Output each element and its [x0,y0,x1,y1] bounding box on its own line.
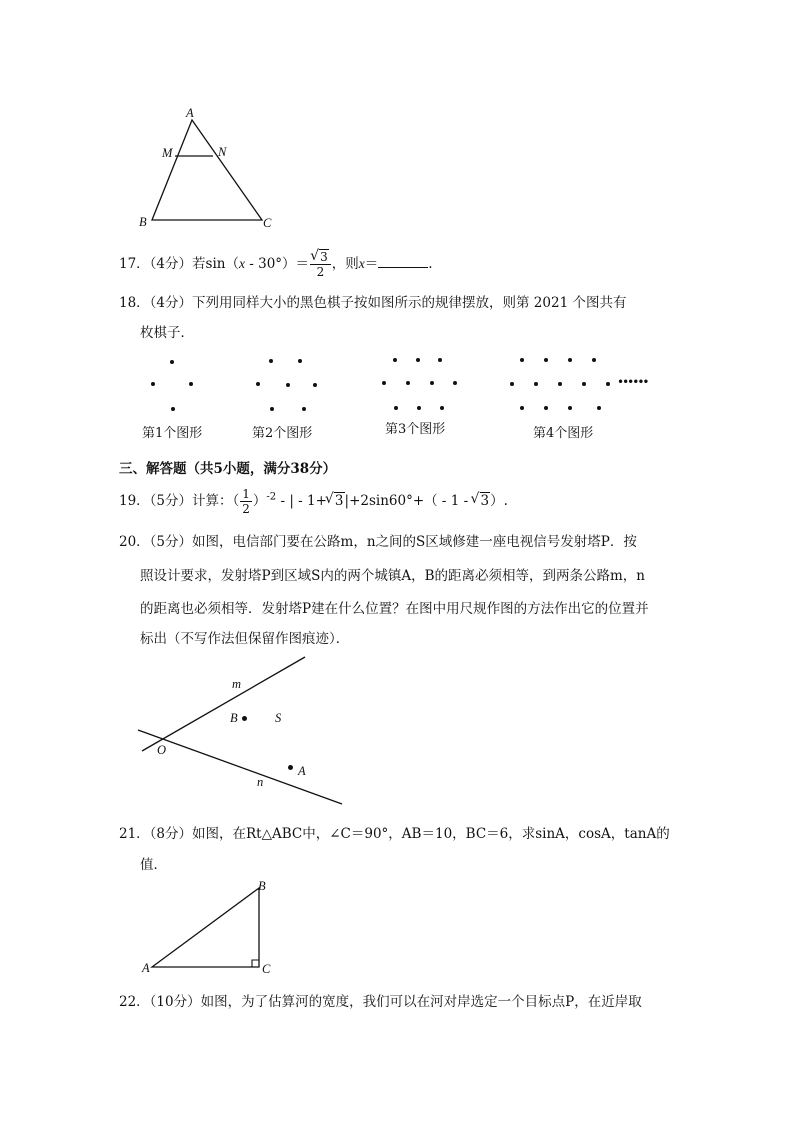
pattern-caption-4: 第4个图形 [533,426,594,441]
question-19 [119,488,508,515]
question-20-line-2: 照设计要求，发射塔P到区域S内的两个城镇A，B的距离必须相等，到两条公路m，n [140,568,645,584]
question-18-line-1: 18．（4分）下列用同样大小的黑色棋子按如图所示的规律摆放，则第 2021 个图共有 [119,295,627,311]
q19-fraction [240,488,252,515]
q19-prefix: 19．（5分）计算：（ [119,493,240,509]
vertex-c-label-21: C [262,962,271,976]
question-21-line-2: 值． [140,857,167,873]
question-18-line-2: 枚棋子． [140,325,194,341]
vertex-b-label: B [139,215,147,229]
q19-part-4: ）. [490,493,508,509]
q17-sqrt-value: 3 [320,250,328,264]
question-20-line-4: 标出（不写作法但保留作图痕迹）． [140,631,350,647]
vertex-a-label-21: A [142,961,150,975]
town-a-point [288,765,293,770]
point-n-label: N [218,145,227,159]
triangle-abc-figure [130,100,290,235]
point-o-label: O [157,743,167,757]
pattern-ellipsis: •••••• [617,375,648,389]
road-m-label: m [232,677,242,691]
vertex-b-label-21: B [258,879,266,893]
q19-part-2: - | - 1+ [276,493,327,509]
pattern-caption-3: 第3个图形 [385,422,446,437]
q17-prefix: 17．（4分）若 [119,256,206,272]
section-3-heading: 三、解答题（共5小题，满分38分） [119,461,337,477]
town-b-point [242,716,247,721]
q19-part-3: |+2sin60°+（ - 1 - [344,493,473,509]
question-20-line-3: 的距离也必须相等．发射塔P建在什么位置？在图中用尺规作图的方法作出它的位置并 [140,601,649,617]
q17-equals: ＝ [364,256,379,272]
q19-sqrt-1: 3 [334,493,344,509]
q19-close-paren: ） [252,493,267,509]
question-20-line-1: 20．（5分）如图，电信部门要在公路m，n之间的S区域修建一座电视信号发射塔P．按 [119,534,637,550]
q17-period: . [428,256,433,272]
town-b-label: B [230,711,238,725]
q17-then: ，则 [331,256,359,272]
vertex-c-label: C [263,216,272,230]
region-s-label: S [275,711,282,725]
q17-angle: - 30°）＝ [244,256,310,272]
q17-fraction [310,251,331,278]
q19-exponent: -2 [266,491,277,503]
question-22-line-1: 22．（10分）如图，为了估算河的宽度，我们可以在河对岸选定一个目标点P，在近岸取 [119,994,642,1010]
q17-denominator: 2 [316,265,325,279]
q19-denominator: 2 [242,502,250,516]
question-17 [119,251,433,278]
pattern-caption-1: 第1个图形 [142,426,203,441]
q17-var-x2: x [358,256,365,271]
road-n-label: n [257,775,264,789]
q17-sin: sin（ [205,256,239,272]
q17-var-x: x [238,256,245,271]
vertex-a-label: A [186,106,194,120]
pattern-caption-2: 第2个图形 [252,426,313,441]
point-m-label: M [162,146,173,160]
q17-answer-blank[interactable] [378,255,428,268]
right-triangle-figure [140,880,280,980]
roads-figure [130,650,350,810]
question-21-line-1: 21．（8分）如图，在Rt△ABC中，∠C＝90°，AB＝10，BC＝6，求sinA，cosA，tanA的 [119,826,670,842]
town-a-label: A [298,764,306,778]
q19-sqrt-2: 3 [480,493,490,509]
q19-numerator: 1 [242,487,250,501]
